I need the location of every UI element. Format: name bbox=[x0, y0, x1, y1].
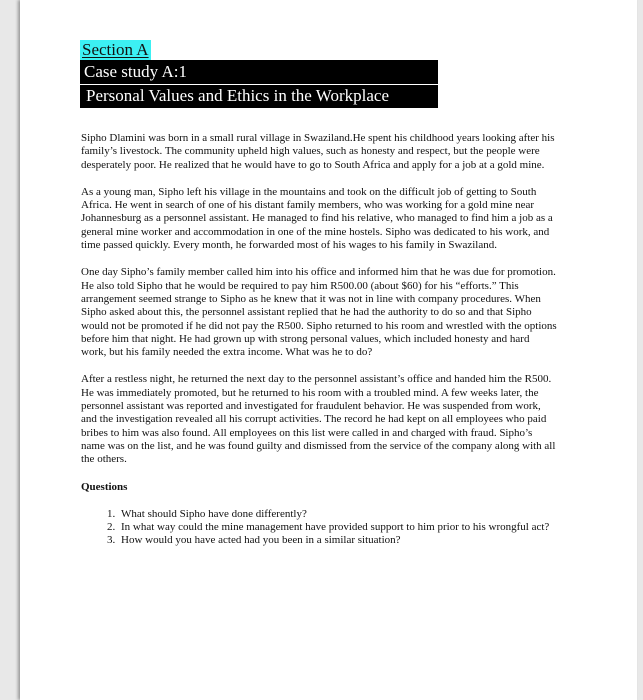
question-item: 2. In what way could the mine management have provided support to him prior to his wrongful act? bbox=[118, 521, 557, 534]
section-title: Section A bbox=[82, 40, 149, 59]
case-study-body bbox=[81, 132, 557, 547]
paragraph-3: One day Sipho’s family member called him into his office and informed him that he was due for promotion. He also told Sipho that he would be required to pay him R500.00 (about $60) for his “efforts.” This arrangement seemed strange to Sipho as he knew that it was not in line with company procedures. When Sipho asked about this, the personnel assistant replied that he had the authority to do so and that Sipho would not be promoted if he did not pay the R500. Sipho returned to his room and wrestled with the options before him that night. He had grown up with strong personal values, which included honesty and hard work, but his family needed the extra income. What was he to do? bbox=[81, 266, 557, 359]
question-item: 3. How would you have acted had you been in a similar situation? bbox=[118, 534, 557, 547]
document-header bbox=[80, 40, 438, 108]
document-page bbox=[20, 0, 637, 700]
paragraph-4: After a restless night, he returned the next day to the personnel assistant’s office and handed him the R500. He was immediately promoted, but he returned to his room with a troubled mind. A few weeks later, the personnel assistant was reported and investigated for fraudulent behavior. He was suspended from work, and the investigation revealed all his corrupt activities. The record he had kept on all employees who paid bribes to him was also found. All employees on this list were called in and charged with fraud. Sipho’s name was on the list, and he was found guilty and dismissed from the service of the company along with all the others. bbox=[81, 373, 556, 466]
case-study-subtitle: Personal Values and Ethics in the Workplace bbox=[80, 85, 438, 108]
questions-heading: Questions bbox=[81, 480, 128, 493]
paragraph-2: As a young man, Sipho left his village in the mountains and took on the difficult job of getting to South Africa. He went in search of one of his distant family members, who was working for a gold mine near Johannesburg as a personnel assistant. He managed to find his relative, who managed to find him a job as a general mine worker and accommodation in one of the mine hostels. Sipho was dedicated to his work, and time passed quickly. Every month, he forwarded most of his wages to his family in Swaziland. bbox=[81, 185, 553, 252]
question-item: 1. What should Sipho have done differently? bbox=[118, 508, 557, 521]
questions-section bbox=[81, 481, 557, 548]
questions-list bbox=[81, 508, 557, 548]
paragraph-1: Sipho Dlamini was born in a small rural village in Swaziland.He spent his childhood years looking after his family’s livestock. The community upheld high values, such as honesty and respect, but the people were desperately poor. He realized that he would have to go to South Africa and apply for a job at a gold mine. bbox=[81, 132, 555, 171]
case-study-title: Case study A:1 bbox=[80, 60, 438, 85]
